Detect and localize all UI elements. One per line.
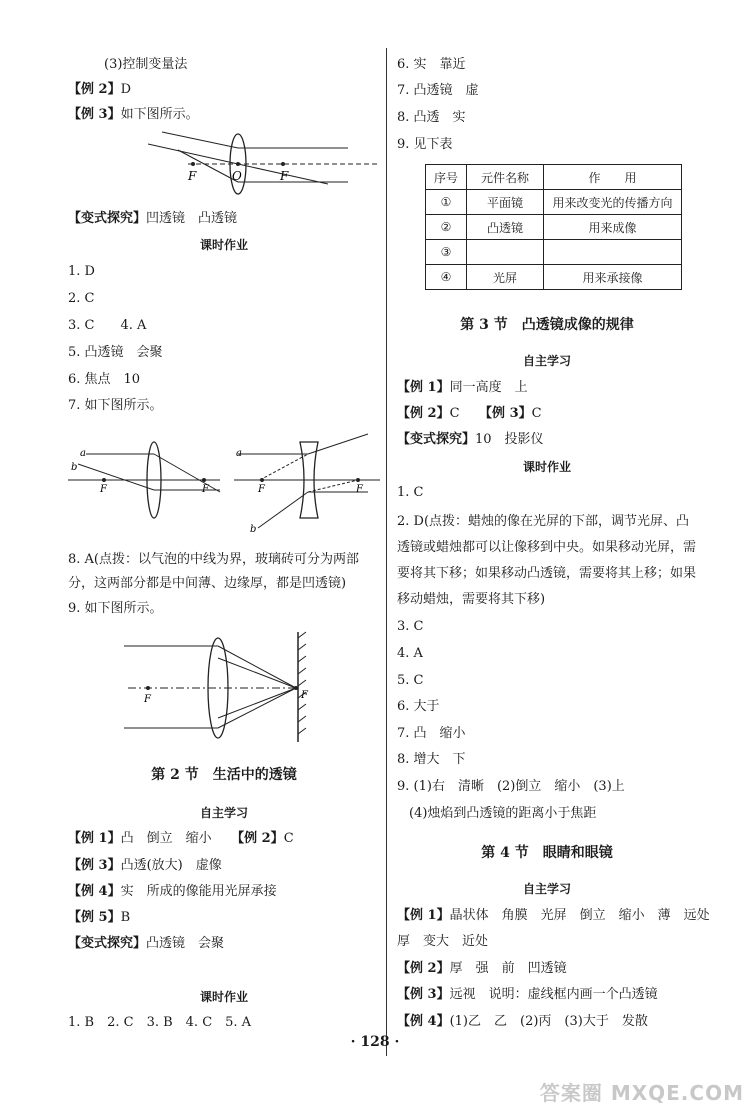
svg-text:b: b bbox=[250, 524, 257, 535]
table-header-cell: 作 用 bbox=[544, 165, 682, 190]
answer-line: 厚 变大 近处 bbox=[397, 934, 489, 949]
answer-line: 9. (1)右 清晰 (2)倒立 缩小 (3)上 bbox=[397, 779, 625, 794]
subsection-heading: 自主学习 bbox=[522, 882, 571, 896]
section-heading: 第 2 节 生活中的透镜 bbox=[151, 767, 297, 783]
convex-lens-ray-diagram bbox=[148, 132, 378, 202]
example-line: 【变式探究】10 投影仪 bbox=[397, 432, 544, 447]
table-row bbox=[426, 265, 682, 290]
example-line: 【例 5】B bbox=[68, 910, 131, 925]
table-row bbox=[426, 215, 682, 240]
answer-line: 9. 如下图所示。 bbox=[68, 601, 163, 616]
table-cell: ③ bbox=[426, 240, 467, 265]
svg-text:b: b bbox=[71, 462, 78, 473]
table-cell: 平面镜 bbox=[467, 190, 544, 215]
lens-mirror-ray-diagram bbox=[118, 632, 378, 742]
answer-line: 8. A(点拨：以气泡的中线为界，玻璃砖可分为两部分，这两部分都是中间薄、边缘厚，都是凹透镜) bbox=[68, 552, 359, 591]
center-label: O bbox=[232, 169, 242, 183]
example-line: 【例 1】同一高度 上 bbox=[397, 380, 528, 395]
subsection-heading: 自主学习 bbox=[522, 354, 571, 368]
svg-text:a: a bbox=[80, 448, 86, 459]
column-divider bbox=[386, 48, 387, 1056]
example-line: 【例 1】凸 倒立 缩小 【例 2】C bbox=[68, 831, 294, 846]
answer-line: 8. 凸透 实 bbox=[397, 110, 466, 125]
example-line: 【例 1】晶状体 角膜 光屏 倒立 缩小 薄 远处 bbox=[397, 908, 710, 923]
subsection-heading: 课时作业 bbox=[522, 460, 571, 474]
table-row bbox=[426, 190, 682, 215]
answer-line: (4)烛焰到凸透镜的距离小于焦距 bbox=[409, 806, 597, 821]
svg-text:F: F bbox=[144, 694, 151, 705]
example-line: 【例 4】实 所成的像能用光屏承接 bbox=[68, 884, 277, 899]
svg-text:F: F bbox=[301, 690, 308, 701]
table-cell: 用来成像 bbox=[544, 215, 682, 240]
answer-line: 9. 见下表 bbox=[397, 137, 453, 152]
svg-text:F: F bbox=[356, 484, 363, 495]
example-line: 【例 3】远视 说明：虚线框内画一个凸透镜 bbox=[397, 987, 658, 1002]
section-heading: 第 3 节 凸透镜成像的规律 bbox=[460, 317, 634, 333]
svg-text:F: F bbox=[258, 484, 265, 495]
example-line: 【例 2】C 【例 3】C bbox=[397, 406, 542, 421]
answer-line: 7. 如下图所示。 bbox=[68, 398, 163, 413]
answer-line: 2. C bbox=[68, 291, 95, 306]
table-cell: 用来改变光的传播方向 bbox=[544, 190, 682, 215]
example-line: 【例 4】(1)乙 乙 (2)丙 (3)大于 发散 bbox=[397, 1014, 648, 1029]
table-row bbox=[426, 240, 682, 265]
example-line: 【变式探究】凹透镜 凸透镜 bbox=[68, 211, 238, 226]
answer-line: 6. 大于 bbox=[397, 699, 440, 714]
page-number: · 128 · bbox=[350, 1034, 400, 1050]
table-header-cell: 元件名称 bbox=[467, 165, 544, 190]
table-cell: ① bbox=[426, 190, 467, 215]
table-cell: 凸透镜 bbox=[467, 215, 544, 240]
svg-text:F: F bbox=[100, 484, 107, 495]
section-heading: 第 4 节 眼睛和眼镜 bbox=[481, 845, 613, 861]
answer-line: 2. D(点拨：蜡烛的像在光屏的下部，调节光屏、凸透镜或蜡烛都可以让像移到中央。如果移动光屏，需要将其下移；如果移动凸透镜，需要将其上移；如果移动蜡烛，需要将其下移) bbox=[397, 514, 697, 607]
two-lens-ray-diagram bbox=[68, 434, 380, 534]
table-cell: ④ bbox=[426, 265, 467, 290]
table-header-cell: 序号 bbox=[426, 165, 467, 190]
answer-line: 3. C 4. A bbox=[68, 318, 147, 333]
subsection-heading: 自主学习 bbox=[199, 806, 248, 820]
answer-line: 6. 实 靠近 bbox=[397, 57, 466, 72]
answer-line: 7. 凸透镜 虚 bbox=[397, 83, 479, 98]
answer-line: 7. 凸 缩小 bbox=[397, 726, 466, 741]
example-line: 【例 2】厚 强 前 凹透镜 bbox=[397, 961, 567, 976]
subsection-heading: 课时作业 bbox=[199, 238, 248, 252]
answer-line: 5. 凸透镜 会聚 bbox=[68, 345, 163, 360]
table-cell: ② bbox=[426, 215, 467, 240]
example-line: 【例 2】D bbox=[68, 82, 132, 97]
focus-label: F bbox=[188, 169, 197, 183]
table-cell: 用来承接像 bbox=[544, 265, 682, 290]
table-cell bbox=[544, 240, 682, 265]
answer-line: 1. C bbox=[397, 485, 424, 500]
answer-line: 5. C bbox=[397, 673, 424, 688]
example-line: 【例 3】如下图所示。 bbox=[68, 107, 199, 122]
answer-line: 8. 增大 下 bbox=[397, 752, 466, 767]
answer-line: 4. A bbox=[397, 646, 423, 661]
answer-line: 1. D bbox=[68, 264, 95, 279]
subsection-heading: 课时作业 bbox=[199, 990, 248, 1004]
svg-text:F: F bbox=[202, 484, 209, 495]
table-cell bbox=[467, 240, 544, 265]
watermark: 答案圈 MXQE.COM bbox=[539, 1081, 744, 1105]
svg-text:a: a bbox=[236, 448, 242, 459]
example-line: 【变式探究】凸透镜 会聚 bbox=[68, 936, 225, 951]
focus-label: F bbox=[280, 169, 289, 183]
table-cell: 光屏 bbox=[467, 265, 544, 290]
answer-line: 1. B 2. C 3. B 4. C 5. A bbox=[68, 1015, 252, 1030]
example-line: 【例 3】凸透(放大) 虚像 bbox=[68, 858, 222, 873]
components-table bbox=[425, 164, 682, 290]
answer-line: 6. 焦点 10 bbox=[68, 372, 141, 387]
table-header-row bbox=[426, 165, 682, 190]
text-line: (3)控制变量法 bbox=[104, 57, 188, 72]
answer-line: 3. C bbox=[397, 619, 424, 634]
